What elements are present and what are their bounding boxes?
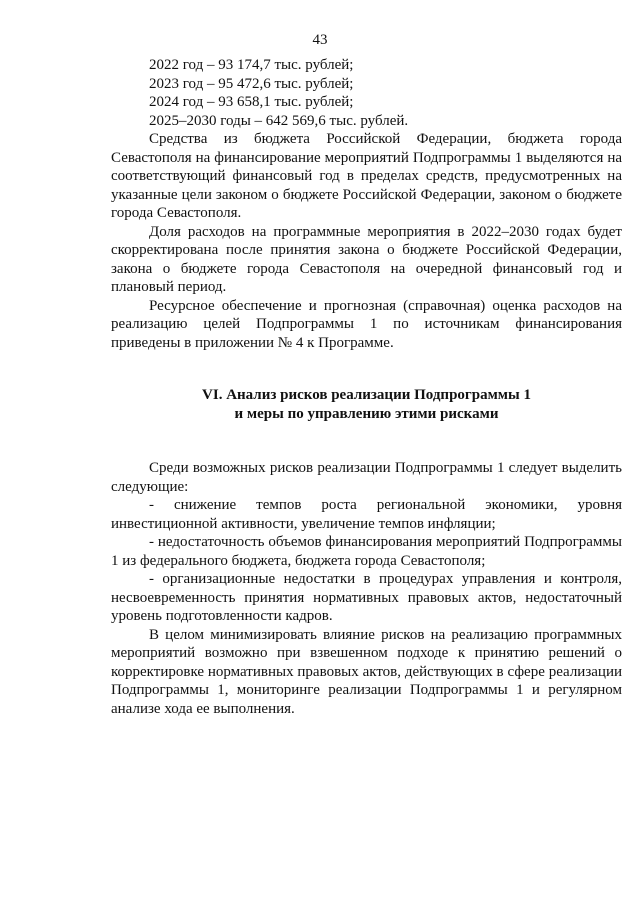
section-heading [111,386,622,423]
funding-amount-2022: 2022 год – 93 174,7 тыс. рублей; [149,57,354,73]
page-content [111,56,622,718]
page-number: 43 [312,32,328,48]
paragraph-conclusion: В целом минимизировать влияние рисков на реализацию программных мероприятий возможно при взвешенном подходе к принятию решений о корректировке нормативных правовых актов, действующих в сфере реализации Подпрограммы 1, мониторинге реализации Подпрограммы 1 и регулярном анализе хода ее выполнения. [111,626,622,717]
section-heading-line-2: и меры по управлению этими рисками [234,405,499,422]
paragraph-expense-share: Доля расходов на программные мероприятия в 2022–2030 годах будет скорректирована после принятия закона о бюджете Российской Федерации, закона о бюджете города Севастополя на очередной финансовый год и плановый период. [111,223,622,295]
funding-amount-2023: 2023 год – 95 472,6 тыс. рублей; [149,75,354,92]
risk-item-financing: - недостаточность объемов финансирования мероприятий Подпрограммы 1 из федерального бюджета, бюджета города Севастополя; [111,534,622,569]
section-heading-line-1: VI. Анализ рисков реализации Подпрограммы 1 [202,387,531,403]
risk-item-organizational: - организационные недостатки в процедурах управления и контроля, несвоевременность принятия нормативных правовых актов, недостаточный уровень подготовленности кадров. [111,571,622,624]
risk-item-economy: - снижение темпов роста региональной экономики, уровня инвестиционной активности, увеличение темпов инфляции; [111,497,622,532]
funding-amount-2024: 2024 год – 93 658,1 тыс. рублей; [149,94,354,110]
paragraph-resource-provision: Ресурсное обеспечение и прогнозная (справочная) оценка расходов на реализацию целей Подпрограммы 1 по источникам финансирования приведены в приложении № 4 к Программе. [111,297,622,351]
paragraph-budget-sources: Средства из бюджета Российской Федерации, бюджета города Севастополя на финансирование мероприятий Подпрограммы 1 выделяются на соответствующий финансовый год в пределах средств, предусмотренных на указанные цели законом о бюджете Российской Федерации, законом о бюджете города Севастополя. [111,131,622,221]
funding-amount-2025-2030: 2025–2030 годы – 642 569,6 тыс. рублей. [149,112,409,129]
paragraph-risks-intro: Среди возможных рисков реализации Подпрограммы 1 следует выделить следующие: [111,460,622,495]
